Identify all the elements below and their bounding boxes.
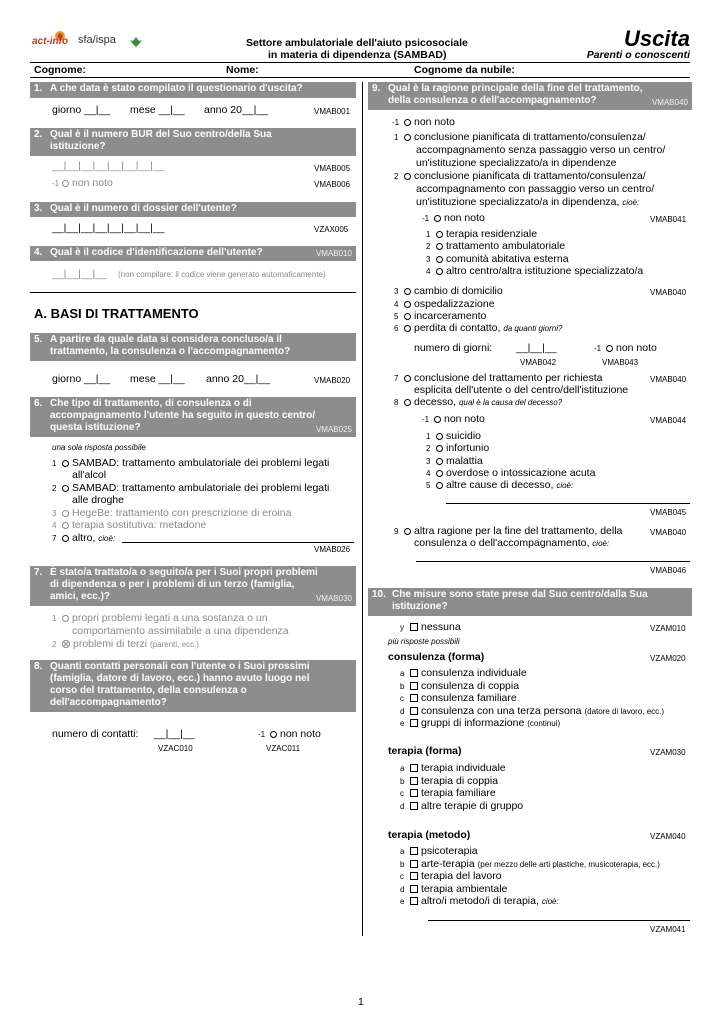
q9-option-2-line3: un'istituzione specializzato/a in dipendenza, cioè: — [416, 196, 640, 208]
radio-icon — [62, 615, 69, 622]
radio-icon — [62, 180, 69, 187]
radio-icon — [436, 458, 443, 465]
checkbox-icon — [410, 669, 418, 677]
q10-terapia-forma-code: VZAM030 — [650, 748, 686, 757]
radio-icon — [62, 485, 69, 492]
header-rule-2 — [30, 77, 690, 78]
header-title-line2: in materia di dipendenza (SAMBAD) — [268, 49, 447, 61]
page-number: 1 — [358, 996, 364, 1008]
q9-death-code2: VMAB045 — [650, 508, 687, 517]
q2-code2: VMAB006 — [314, 180, 351, 189]
q4-note: (non compilare: il codice viene generato automaticamente) — [118, 270, 326, 279]
q5-month-field[interactable]: mese __|__ — [130, 373, 185, 385]
q9-days-nonnoto[interactable]: -1 non noto — [594, 342, 657, 354]
radio-icon — [404, 528, 411, 535]
radio-icon — [62, 510, 69, 517]
q3-code: VZAX005 — [314, 225, 349, 234]
q9-death-option-3[interactable]: 3 malattia — [426, 455, 483, 467]
q9-days-code2: VMAB043 — [602, 358, 639, 367]
q10-option[interactable]: c terapia del lavoro — [400, 870, 502, 882]
q9-option-1-line3: un'istituzione specializzato/a in dipendenze — [416, 157, 617, 169]
checkbox-icon — [410, 802, 418, 810]
radio-icon — [404, 313, 411, 320]
q10-option[interactable]: a consulenza individuale — [400, 667, 527, 679]
header-title-line1: Settore ambulatoriale dell'aiuto psicosociale — [246, 37, 468, 49]
q10-terapia-metodo-title: terapia (metodo) — [388, 829, 471, 841]
radio-icon — [434, 215, 441, 222]
q9-death-other-line[interactable] — [446, 503, 690, 504]
radio-icon — [62, 522, 69, 529]
q1-day-field[interactable]: giorno __|__ — [52, 104, 111, 116]
q10-none-option[interactable]: y nessuna — [400, 621, 461, 633]
q9-option-6[interactable]: 6 perdita di contatto, da quanti giorni? — [394, 322, 563, 334]
radio-icon — [62, 460, 69, 467]
q9-death-option-1[interactable]: 1 suicidio — [426, 430, 482, 442]
q10-hint: più risposte possibili — [388, 637, 460, 646]
q6-option-3[interactable]: 3 HegeBe: trattamento con prescrizione di eroina — [52, 507, 292, 519]
checkbox-icon — [410, 694, 418, 702]
q2-code1: VMAB005 — [314, 164, 351, 173]
q5-year-field[interactable]: anno 20__|__ — [206, 373, 271, 385]
q9-sub-option-3[interactable]: 3 comunità abitativa esterna — [426, 253, 569, 265]
checkbox-icon — [410, 872, 418, 880]
q10-option[interactable]: d consulenza con una terza persona (datore di lavoro, ecc.) — [400, 704, 665, 717]
q6-option-4[interactable]: 4 terapia sostitutiva: metadone — [52, 519, 207, 531]
q10-option[interactable]: e altro/i metodo/i di terapia, cioè: — [400, 895, 559, 907]
checkbox-icon — [410, 897, 418, 905]
q9-option-2-line2: accompagnamento con passaggio verso un centro/ — [416, 183, 655, 195]
radio-icon — [404, 134, 411, 141]
radio-icon — [404, 173, 411, 180]
checkbox-icon — [410, 764, 418, 772]
q9-option-9-line2: consulenza o dell'accompagnamento, cioè: — [414, 537, 610, 549]
q9-sub-code: VMAB041 — [650, 215, 687, 224]
q9-option-8[interactable]: 8 decesso, qual è la causa del decesso? — [394, 396, 563, 408]
q10-option[interactable]: b consulenza di coppia — [400, 679, 520, 692]
radio-icon — [404, 288, 411, 295]
q9-option-9[interactable]: 9 altra ragione per la fine del trattamento, della — [394, 525, 623, 537]
q9-death-code: VMAB044 — [650, 416, 687, 425]
q9-sub-option-1[interactable]: 1 terapia residenziale — [426, 228, 538, 240]
q9-option-1-line2: accompagnamento senza passaggio verso un centro/ — [416, 144, 666, 156]
checkbox-icon — [410, 777, 418, 785]
q1-month-field[interactable]: mese __|__ — [130, 104, 185, 116]
act-info-logo-text: act-info — [32, 36, 69, 47]
question-4-bar: 4. Qual è il codice d'identificazione dell'utente? VMAB010 — [30, 246, 356, 261]
q1-year-field[interactable]: anno 20__|__ — [204, 104, 269, 116]
q10-option[interactable]: e gruppi di informazione (continui) — [400, 717, 561, 729]
leaf-icon — [130, 34, 142, 44]
q2-nonnoto-option[interactable]: -1 non noto — [52, 177, 113, 189]
q9-option-3-code: VMAB040 — [650, 288, 687, 297]
radio-icon — [404, 301, 411, 308]
q6-option-1-line2: all'alcol — [72, 469, 107, 481]
q9-death-option-2[interactable]: 2 infortunio — [426, 442, 490, 454]
q1-code: VMAB001 — [314, 107, 351, 116]
q10-option[interactable]: c consulenza familiare — [400, 692, 517, 704]
radio-icon — [270, 731, 277, 738]
q10-option[interactable]: a psicoterapia — [400, 845, 478, 857]
checkbox-icon — [410, 719, 418, 727]
q9-option-7[interactable]: 7 conclusione del trattamento per richiesta — [394, 372, 603, 384]
radio-icon — [404, 119, 411, 126]
q9-death-option-5[interactable]: 5 altre cause di decesso, cioè: — [426, 479, 574, 491]
question-3-bar: 3. Qual è il numero di dossier dell'utente? — [30, 202, 356, 217]
radio-icon — [404, 325, 411, 332]
q9-death-nonnoto[interactable]: -1 non noto — [422, 413, 485, 425]
q5-day-field[interactable]: giorno __|__ — [52, 373, 111, 385]
q9-option-3[interactable]: 3 cambio di domicilio — [394, 285, 503, 297]
checkbox-icon — [410, 707, 418, 715]
q10-tm-code2: VZAM041 — [650, 925, 686, 934]
q5-code: VMAB020 — [314, 376, 351, 385]
q8-code1: VZAC010 — [158, 744, 193, 753]
q10-option[interactable]: c terapia familiare — [400, 787, 496, 799]
q10-option[interactable]: a terapia individuale — [400, 762, 506, 774]
q10-none-code: VZAM010 — [650, 624, 686, 633]
radio-icon — [606, 345, 613, 352]
checkbox-icon — [410, 847, 418, 855]
q10-option[interactable]: b terapia di coppia — [400, 774, 499, 787]
q9-sub-option-2[interactable]: 2 trattamento ambulatoriale — [426, 240, 566, 252]
q7-option-2[interactable]: 2 problemi di terzi (parenti, ecc.) — [52, 638, 199, 650]
name-label: Nome: — [226, 64, 259, 76]
radio-icon — [436, 445, 443, 452]
radio-icon — [436, 256, 443, 263]
q9-days-field[interactable]: __|__|__ — [516, 342, 557, 354]
column-divider — [362, 82, 363, 936]
radio-icon — [404, 399, 411, 406]
question-8-bar: 8. Quanti contatti personali con l'utente o i Suoi prossimi (famiglia, datore di lavoro, ecc.) hanno avuto luogo nel corso del trattamento, della consulenza o dell'accompagnamento? — [30, 660, 356, 712]
q9-days-code1: VMAB042 — [520, 358, 557, 367]
act-info-logo — [30, 30, 76, 48]
q9-option-2[interactable]: 2 conclusione pianificata di trattamento/consulenza/ — [394, 170, 646, 182]
checkbox-icon — [410, 860, 418, 868]
q10-option[interactable]: d terapia ambientale — [400, 882, 508, 895]
radio-icon — [436, 470, 443, 477]
q10-other-line[interactable] — [428, 920, 690, 921]
question-5-bar: 5. A partire da quale data si considera concluso/a il trattamento, la consulenza o l'accompagnamento? — [30, 333, 356, 361]
q7-option-1-line2: comportamento assimilabile a una dipendenza — [72, 625, 289, 637]
question-6-bar: 6. Che tipo di trattamento, di consulenza o di accompagnamento l'utente ha seguito in questo centro/ questa istituzione? VMAB025 — [30, 397, 356, 437]
radio-icon — [436, 433, 443, 440]
q9-option-4[interactable]: 4 ospedalizzazione — [394, 298, 495, 310]
q6-option-1[interactable]: 1 SAMBAD: trattamento ambulatoriale dei problemi legati — [52, 457, 330, 469]
checkbox-icon — [410, 789, 418, 797]
q6-code2: VMAB026 — [314, 545, 351, 554]
section-a-title: A. BASI DI TRATTAMENTO — [34, 306, 199, 321]
q8-contacts-field[interactable]: __|__|__ — [154, 728, 195, 740]
q9-death-option-4[interactable]: 4 overdose o intossicazione acuta — [426, 467, 596, 479]
radio-icon — [62, 535, 69, 542]
q8-label: numero di contatti: — [52, 728, 139, 740]
q10-terapia-forma-title: terapia (forma) — [388, 745, 462, 757]
radio-icon — [436, 231, 443, 238]
q6-option-7[interactable]: 7 altro, cioè: — [52, 532, 116, 544]
checkbox-icon — [410, 682, 418, 690]
question-7-bar: 7. È stato/a trattato/a o seguito/a per i Suoi propri problemi di dipendenza o per i problemi di un terzo (famiglia, amici, ecc.)? VMAB030 — [30, 566, 356, 606]
sfa-ispa-logo: sfa/ispa — [78, 34, 116, 46]
surname-label: Cognome: — [34, 64, 86, 76]
q3-dossier-field[interactable]: __|__|__|__|__|__|__|__ — [52, 222, 165, 234]
q9-option-9-code2: VMAB046 — [650, 566, 687, 575]
q8-nonnoto-option[interactable]: -1 non noto — [258, 728, 321, 740]
q6-other-line[interactable] — [122, 542, 354, 543]
q6-option-2[interactable]: 2 SAMBAD: trattamento ambulatoriale dei problemi legati — [52, 482, 330, 494]
header-rule — [30, 62, 690, 63]
form-title: Uscita — [623, 26, 690, 51]
question-10-bar: 10. Che misure sono state prese dal Suo centro/dalla Sua istituzione? — [368, 588, 692, 616]
checkbox-icon — [410, 623, 418, 631]
q10-consulenza-code: VZAM020 — [650, 654, 686, 663]
form-subtitle: Parenti o conoscenti — [586, 49, 690, 61]
q4-rule — [30, 292, 356, 293]
q2-bur-field[interactable]: __|__|__|__|__|__|__|__ — [52, 160, 165, 172]
q10-option[interactable]: b arte-terapia (per mezzo delle arti plastiche, musicoterapia, ecc.) — [400, 857, 660, 870]
q9-sub-option-4[interactable]: 4 altro centro/altra istituzione specializzato/a — [426, 265, 644, 277]
q6-option-2-line2: alle droghe — [72, 494, 124, 506]
checkbox-icon — [410, 885, 418, 893]
q9-days-label: numero di giorni: — [414, 342, 493, 354]
q10-terapia-metodo-code: VZAM040 — [650, 832, 686, 841]
q10-option[interactable]: d altre terapie di gruppo — [400, 799, 524, 812]
question-9-bar: 9. Qual è la ragione principale della fine del trattamento, della consulenza o dell'accompagnamento? VMAB040 — [368, 82, 692, 110]
checked-radio-icon — [62, 639, 70, 647]
radio-icon — [436, 268, 443, 275]
q10-consulenza-title: consulenza (forma) — [388, 651, 485, 663]
q9-option-5[interactable]: 5 incarceramento — [394, 310, 487, 322]
radio-icon — [434, 416, 441, 423]
q9-option-9-code: VMAB040 — [650, 528, 687, 537]
q8-code2: VZAC011 — [266, 744, 301, 753]
radio-icon — [404, 375, 411, 382]
q9-nonnoto-option[interactable]: -1 non noto — [392, 116, 455, 128]
q7-option-1[interactable]: 1 propri problemi legati a una sostanza o un — [52, 612, 268, 624]
q9-option-7-code: VMAB040 — [650, 375, 687, 384]
maiden-name-label: Cognome da nubile: — [414, 64, 515, 76]
q9-other-line[interactable] — [416, 561, 690, 562]
q4-id-field: __|__|__|__ — [52, 268, 107, 280]
question-1-bar: 1. A che data è stato compilato il questionario d'uscita? — [30, 82, 356, 98]
radio-icon — [436, 243, 443, 250]
q6-hint: una sola risposta possibile — [52, 443, 146, 452]
question-2-bar: 2. Qual è il numero BUR del Suo centro/della Sua istituzione? — [30, 128, 356, 156]
q9-option-1[interactable]: 1 conclusione pianificata di trattamento/consulenza/ — [394, 131, 646, 143]
radio-icon — [436, 482, 443, 489]
q9-sub-nonnoto[interactable]: -1 non noto — [422, 212, 485, 224]
q9-option-7-line2: esplicita dell'utente o del centro/dell'istituzione — [414, 384, 629, 396]
